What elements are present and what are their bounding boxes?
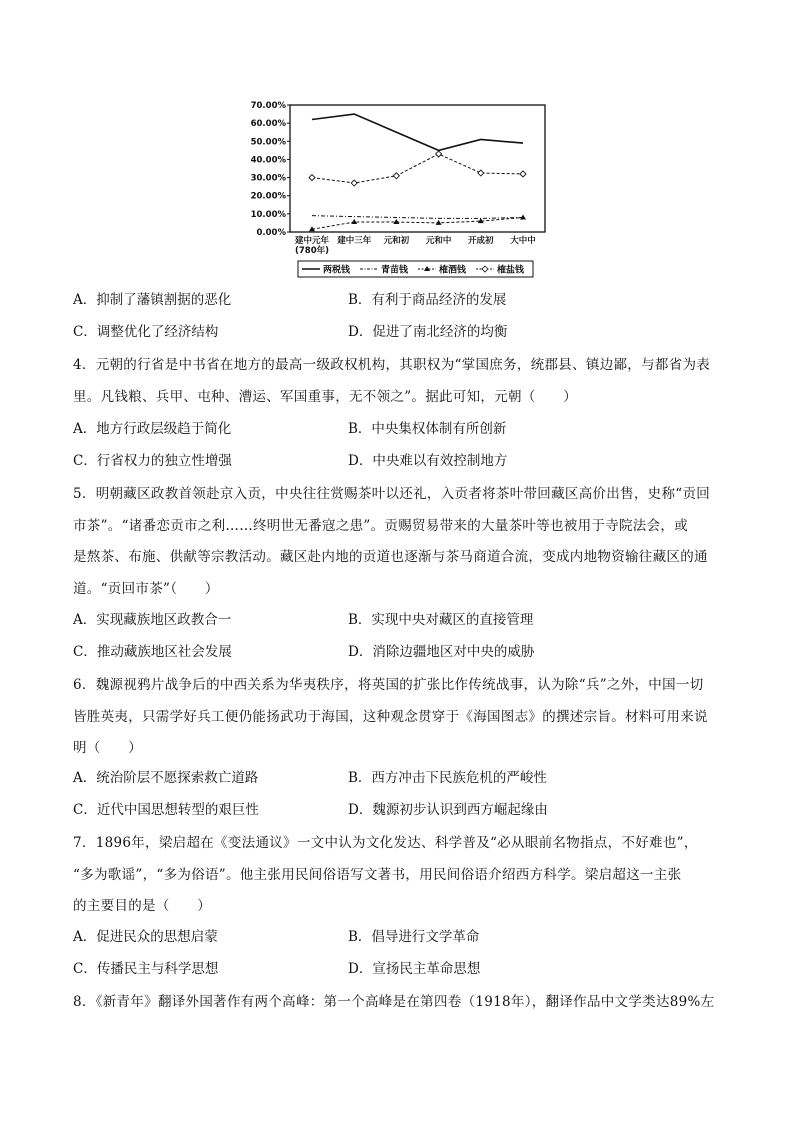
x-tick-label: 大中中: [510, 236, 536, 246]
q6-stem-line: 明（ ）: [73, 740, 142, 756]
series-point-榷酒钱: [351, 219, 357, 224]
x-axis-ticks: [294, 235, 536, 256]
q7-stem: [73, 828, 725, 923]
q5-stem-line: 5．明朝藏区政教首领赴京入贡，中央往往赏赐茶叶以还礼，入贡者将茶叶带回藏区高价出售，史称“贡回: [73, 486, 711, 502]
x-tick-label: 元和初: [383, 236, 410, 246]
series-line-两税钱: [312, 114, 523, 150]
q4-stem-line: 4．元朝的行省是中书省在地方的最高一级政权机构，其职权为“掌国庶务，统郡县、镇边鄙，与都省为表: [73, 357, 711, 373]
series-point-榷盐钱: [478, 170, 484, 176]
q4-option-c[interactable]: C．行省权力的独立性增强: [73, 453, 232, 469]
series-group: [309, 114, 526, 231]
plot-frame: [290, 105, 545, 232]
series-point-榷盐钱: [393, 173, 399, 179]
y-tick-label: 10.00%: [250, 209, 286, 220]
q7-option-c[interactable]: C．传播民主与科学思想: [73, 961, 219, 977]
q6-option-a[interactable]: A．统治阶层不愿探索救亡道路: [73, 770, 259, 786]
series-point-榷盐钱: [351, 180, 357, 186]
revenue-line-chart: [250, 98, 550, 283]
y-tick-label: 20.00%: [250, 191, 286, 202]
q5-stem-line: 道。“贡回市茶”（ ）: [73, 580, 219, 597]
x-tick-label: (780年): [294, 246, 330, 256]
legend-label: 榷盐钱: [497, 265, 525, 276]
q5-option-c[interactable]: C．推动藏族地区社会发展: [73, 644, 232, 660]
x-tick-label: 开成初: [468, 236, 494, 246]
q5-option-a[interactable]: A．实现藏族地区政教合一: [73, 612, 232, 628]
q8-stem: [73, 987, 725, 1019]
series-point-榷盐钱: [520, 171, 526, 177]
legend-label: 榷酒钱: [439, 265, 467, 276]
y-tick-label: 40.00%: [250, 155, 286, 166]
legend-label: 青苗钱: [381, 265, 409, 276]
q3-option-b[interactable]: B．有利于商品经济的发展: [348, 292, 507, 308]
q5-option-b[interactable]: B．实现中央对藏区的直接管理: [348, 612, 534, 628]
q4-option-d[interactable]: D．中央难以有效控制地方: [348, 453, 508, 469]
series-line-榷盐钱: [312, 154, 523, 183]
q4-stem-line: 里。凡钱粮、兵甲、屯种、漕运、军国重事，无不领之”。据此可知，元朝（ ）: [73, 388, 578, 405]
q4-option-a[interactable]: A．地方行政层级趋于简化: [73, 421, 232, 437]
q7-stem-line: 的主要目的是（ ）: [73, 898, 211, 914]
q7-stem-line: “多为歌谣”，“多为俗语”。他主张用民间俗语写文著书，用民间俗语介绍西方科学。梁启超这一主张: [73, 866, 682, 883]
legend-label: 两税钱: [323, 265, 351, 276]
y-tick-label: 0.00%: [256, 228, 286, 238]
q5-stem-line: 市茶”。“诸番恋贡市之利……终明世无番寇之患”。贡赐贸易带来的大量茶叶等也被用于寺院法会，或: [73, 517, 689, 534]
q7-option-a[interactable]: A．促进民众的思想启蒙: [73, 929, 218, 945]
q8-stem-line: 8．《新青年》翻译外国著作有两个高峰：第一个高峰是在第四卷（1918年），翻译作品中文学类达89%左: [73, 994, 715, 1010]
q6-option-d[interactable]: D．魏源初步认识到西方崛起缘由: [348, 802, 548, 818]
series-line-榷酒钱: [312, 217, 523, 229]
x-tick-label: 建中三年: [337, 236, 372, 246]
q4-stem: [73, 350, 725, 413]
y-axis-ticks: [251, 101, 290, 238]
series-point-榷酒钱: [393, 219, 399, 224]
y-tick-label: 60.00%: [250, 119, 286, 130]
q4-option-b[interactable]: B．中央集权体制有所创新: [348, 421, 507, 437]
q7-option-b[interactable]: B．倡导进行文学革命: [348, 929, 480, 945]
q7-option-d[interactable]: D．宣扬民主革命思想: [348, 961, 481, 977]
x-tick-label: 建中元年: [294, 236, 330, 246]
q5-stem-line: 是熬茶、布施、供献等宗教活动。藏区赴内地的贡道也逐渐与茶马商道合流，变成内地物资输往藏区的通: [73, 549, 708, 565]
y-tick-label: 70.00%: [250, 101, 286, 111]
q3-option-a[interactable]: A．抑制了藩镇割据的恶化: [73, 292, 232, 308]
series-line-青苗钱: [312, 216, 523, 219]
q6-stem-line: 6．魏源视鸦片战争后的中西关系为华夷秩序，将英国的扩张比作传统战事，认为除“兵”之外，中国一切: [73, 677, 704, 693]
q6-option-c[interactable]: C．近代中国思想转型的艰巨性: [73, 802, 259, 818]
y-tick-label: 50.00%: [250, 137, 286, 148]
y-tick-label: 30.00%: [250, 173, 286, 184]
q6-stem-line: 皆胜英夷，只需学好兵工便仍能扬武功于海国，这种观念贯穿于《海国图志》的撰述宗旨。材料可用来说: [73, 708, 708, 725]
chart-legend: [298, 261, 533, 277]
q6-stem: [73, 670, 725, 765]
q6-option-b[interactable]: B．西方冲击下民族危机的严峻性: [348, 770, 547, 786]
q5-option-d[interactable]: D．消除边疆地区对中央的威胁: [348, 644, 535, 660]
series-point-榷酒钱: [520, 214, 526, 219]
q5-stem: [73, 479, 725, 605]
q7-stem-line: 7．1896年，梁启超在《变法通议》一文中认为文化发达、科学普及“必从眼前名物指点，不好难也”，: [73, 835, 698, 851]
q3-option-d[interactable]: D．促进了南北经济的均衡: [348, 324, 508, 340]
series-point-榷盐钱: [309, 175, 315, 181]
series-point-榷盐钱: [436, 151, 442, 157]
x-tick-label: 元和中: [425, 236, 452, 246]
q3-option-c[interactable]: C．调整优化了经济结构: [73, 324, 219, 340]
